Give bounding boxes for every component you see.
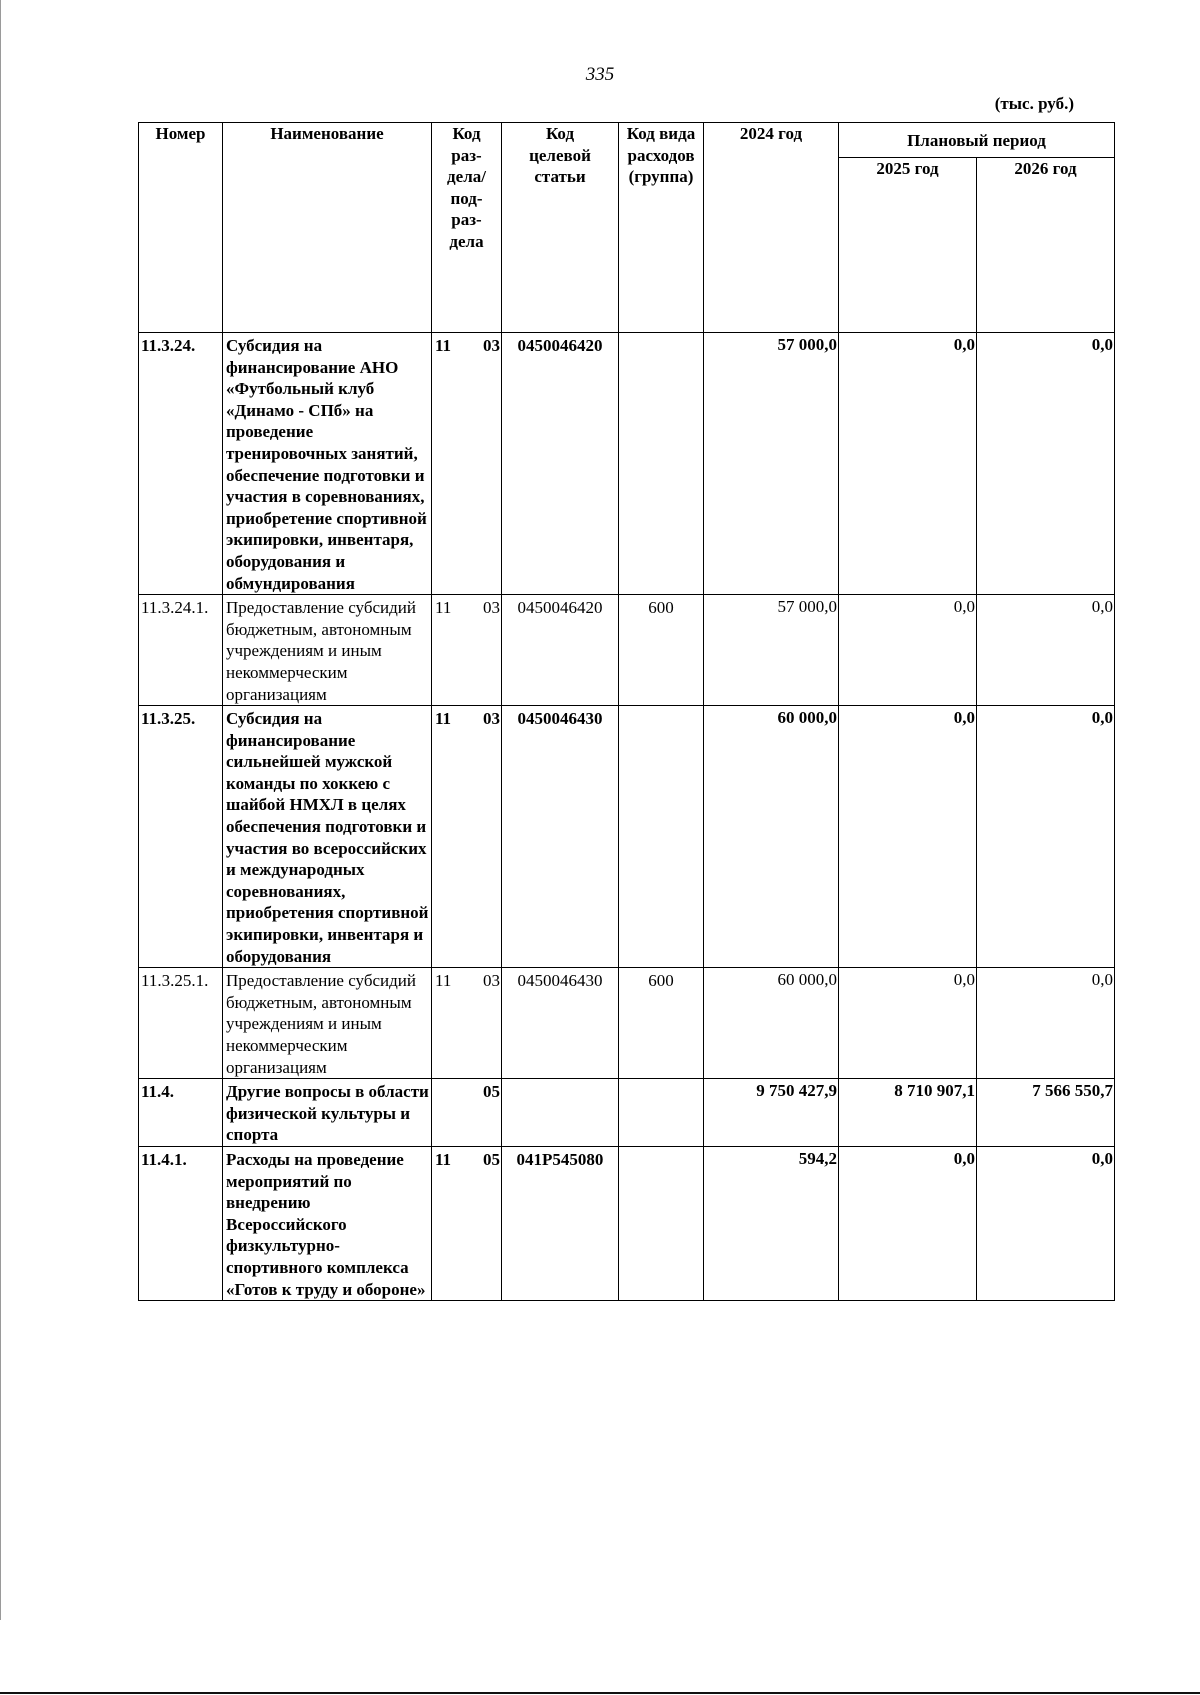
header-section: Код раз- дела/ под- раз- дела [432, 123, 502, 333]
row-name: Расходы на проведение мероприятий по внедрению Всероссийского физкультурно-спортивного комплекса «Готов к труду и обороне» [223, 1146, 432, 1300]
header-target: Код целевой статьи [502, 123, 619, 333]
row-section-code [432, 706, 502, 968]
section-code: 11 [435, 1149, 452, 1169]
row-amount-2024: 9 750 427,9 [704, 1079, 839, 1147]
subsection-code: 03 [483, 598, 500, 618]
table-row [139, 595, 1115, 706]
header-expense-type: Код вида расходов (группа) [619, 123, 704, 333]
row-section-code [432, 1079, 502, 1147]
row-amount-2026: 0,0 [977, 1146, 1115, 1300]
table-row [139, 1146, 1115, 1300]
header-number: Номер [139, 123, 223, 333]
section-code: 11 [435, 709, 452, 729]
row-target-code: 0450046420 [502, 595, 619, 706]
row-amount-2025: 0,0 [839, 595, 977, 706]
row-section-code [432, 1146, 502, 1300]
row-expense-type: 600 [619, 595, 704, 706]
row-section-code [432, 968, 502, 1079]
section-code: 11 [435, 336, 452, 355]
row-target-code: 0450046420 [502, 333, 619, 595]
budget-table [138, 122, 1115, 1301]
row-target-code: 0450046430 [502, 706, 619, 968]
row-number: 11.3.25.1. [139, 968, 223, 1079]
row-amount-2025: 0,0 [839, 706, 977, 968]
row-amount-2025: 0,0 [839, 333, 977, 595]
row-section-code [432, 595, 502, 706]
row-target-code: 0450046430 [502, 968, 619, 1079]
units-label: (тыс. руб.) [994, 94, 1074, 113]
row-amount-2025: 8 710 907,1 [839, 1079, 977, 1147]
row-amount-2024: 57 000,0 [704, 595, 839, 706]
row-name: Другие вопросы в области физической культуры и спорта [223, 1079, 432, 1147]
table-body [139, 333, 1115, 1301]
header-year-2025: 2025 год [839, 158, 977, 333]
row-name: Субсидия на финансирование АНО «Футбольный клуб «Динамо - СПб» на проведение тренировочных занятий, обеспечение подготовки и участия в соревнованиях, приобретение спортивной экипировки, инвентаря, оборудования и обмундирования [223, 333, 432, 595]
table-row [139, 706, 1115, 968]
section-code: 11 [435, 971, 452, 991]
subsection-code: 03 [483, 971, 500, 991]
scan-left-edge [0, 0, 1, 1620]
row-amount-2026: 0,0 [977, 706, 1115, 968]
scan-bottom-edge [0, 1692, 1200, 1694]
row-amount-2025: 0,0 [839, 1146, 977, 1300]
table-header-row-1 [139, 123, 1115, 158]
table-row [139, 968, 1115, 1079]
row-amount-2024: 594,2 [704, 1146, 839, 1300]
row-amount-2025: 0,0 [839, 968, 977, 1079]
table-row [139, 333, 1115, 595]
row-expense-type [619, 706, 704, 968]
header-planned-period: Плановый период [839, 123, 1115, 158]
row-name: Субсидия на финансирование сильнейшей мужской команды по хоккею с шайбой НМХЛ в целях обеспечения подготовки и участия во всероссийских и международных соревнованиях, приобретения спортивной экипировки, инвентаря и оборудования [223, 706, 432, 968]
subsection-code: 05 [483, 1149, 500, 1169]
row-number: 11.3.24.1. [139, 595, 223, 706]
subsection-code: 03 [483, 709, 500, 729]
row-amount-2026: 0,0 [977, 968, 1115, 1079]
section-code: 11 [435, 598, 452, 618]
row-amount-2026: 0,0 [977, 333, 1115, 595]
row-expense-type [619, 1146, 704, 1300]
row-target-code: 041P545080 [502, 1146, 619, 1300]
row-number: 11.3.25. [139, 706, 223, 968]
row-number: 11.4.1. [139, 1146, 223, 1300]
row-expense-type: 600 [619, 968, 704, 1079]
table-row [139, 1079, 1115, 1147]
row-amount-2024: 60 000,0 [704, 968, 839, 1079]
row-amount-2024: 60 000,0 [704, 706, 839, 968]
header-year-2026: 2026 год [977, 158, 1115, 333]
row-amount-2026: 7 566 550,7 [977, 1079, 1115, 1147]
subsection-code: 05 [483, 1082, 500, 1102]
row-target-code [502, 1079, 619, 1147]
row-number: 11.4. [139, 1079, 223, 1147]
page-number: 335 [585, 64, 615, 85]
row-name: Предоставление субсидий бюджетным, автономным учреждениям и иным некоммерческим организациям [223, 968, 432, 1079]
row-expense-type [619, 1079, 704, 1147]
row-number: 11.3.24. [139, 333, 223, 595]
row-amount-2026: 0,0 [977, 595, 1115, 706]
header-name: Наименование [223, 123, 432, 333]
row-section-code [432, 333, 502, 595]
row-name: Предоставление субсидий бюджетным, автономным учреждениям и иным некоммерческим организациям [223, 595, 432, 706]
row-expense-type [619, 333, 704, 595]
row-amount-2024: 57 000,0 [704, 333, 839, 595]
subsection-code: 03 [483, 336, 500, 355]
header-year-2024: 2024 год [704, 123, 839, 333]
